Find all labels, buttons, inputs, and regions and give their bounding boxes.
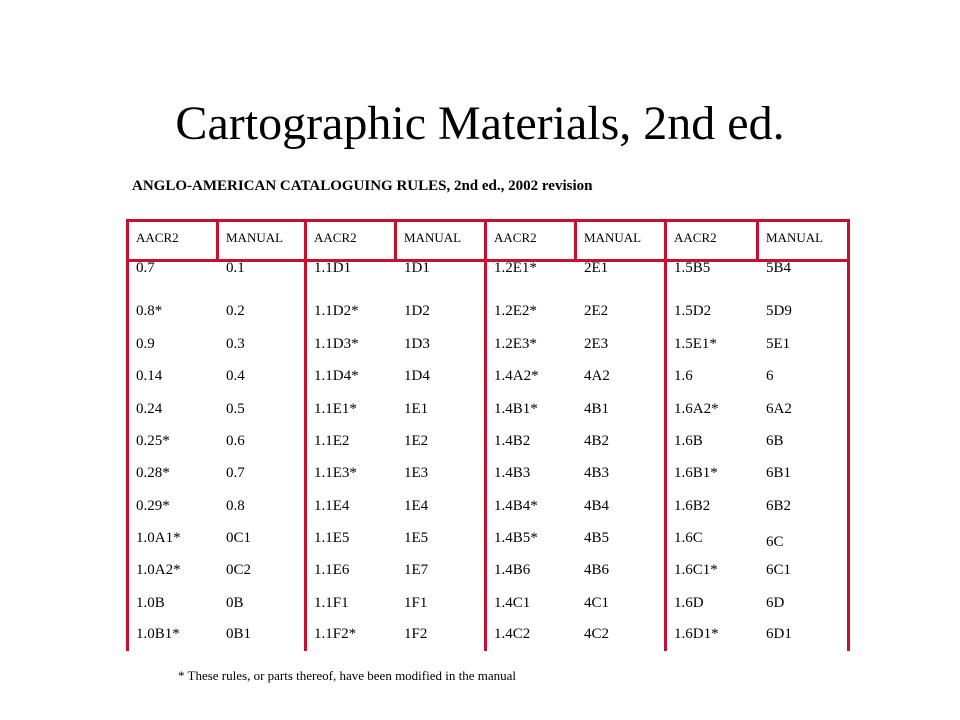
- aacr2-rule-cell: 1.6D: [674, 595, 704, 611]
- aacr2-rule-cell: 1.0A1*: [136, 530, 181, 546]
- aacr2-rule-cell: 1.6B: [674, 433, 703, 449]
- manual-rule-cell: 1D2: [404, 303, 430, 319]
- manual-rule-cell: 6B: [766, 433, 784, 449]
- aacr2-rule-cell: 1.4C1: [494, 595, 531, 611]
- table-divider: [664, 219, 667, 651]
- manual-rule-cell: 1E3: [404, 465, 429, 481]
- aacr2-rule-cell: 1.0B: [136, 595, 165, 611]
- aacr2-rule-cell: 1.1E5: [314, 530, 350, 546]
- manual-rule-cell: 5B4: [766, 260, 792, 276]
- aacr2-rule-cell: 1.4B4*: [494, 498, 538, 514]
- manual-rule-cell: 1D1: [404, 260, 430, 276]
- table-border-top: [126, 219, 850, 222]
- column-header: MANUAL: [404, 230, 462, 245]
- aacr2-rule-cell: 1.4C2: [494, 626, 531, 642]
- aacr2-rule-cell: 1.0B1*: [136, 626, 180, 642]
- aacr2-rule-cell: 1.5D2: [674, 303, 712, 319]
- aacr2-rule-cell: 1.5B5: [674, 260, 711, 276]
- manual-rule-cell: 0B1: [226, 626, 252, 642]
- manual-rule-cell: 0.1: [226, 260, 245, 276]
- aacr2-rule-cell: 1.1E4: [314, 498, 350, 514]
- manual-rule-cell: 0B: [226, 595, 244, 611]
- page-title: Cartographic Materials, 2nd ed.: [175, 97, 785, 150]
- aacr2-rule-cell: 1.4B3: [494, 465, 531, 481]
- aacr2-rule-cell: 1.1D2*: [314, 303, 359, 319]
- aacr2-rule-cell: 1.6C1*: [674, 562, 718, 578]
- aacr2-rule-cell: 0.7: [136, 260, 155, 276]
- manual-rule-cell: 6: [766, 368, 774, 384]
- manual-rule-cell: 4B5: [584, 530, 610, 546]
- manual-rule-cell: 1F1: [404, 595, 428, 611]
- aacr2-rule-cell: 1.2E3*: [494, 336, 537, 352]
- aacr2-rule-cell: 1.6: [674, 368, 693, 384]
- manual-rule-cell: 1E1: [404, 401, 429, 417]
- manual-rule-cell: 4B1: [584, 401, 610, 417]
- aacr2-rule-cell: 1.5E1*: [674, 336, 717, 352]
- aacr2-rule-cell: 1.4B2: [494, 433, 531, 449]
- table-border-left: [126, 219, 129, 651]
- column-header: MANUAL: [584, 230, 642, 245]
- manual-rule-cell: 4B4: [584, 498, 610, 514]
- manual-rule-cell: 0.6: [226, 433, 245, 449]
- aacr2-rule-cell: 1.1E2: [314, 433, 350, 449]
- aacr2-rule-cell: 1.6D1*: [674, 626, 719, 642]
- aacr2-rule-cell: 1.1E3*: [314, 465, 357, 481]
- table-border-right: [847, 219, 850, 651]
- manual-rule-cell: 6A2: [766, 401, 792, 417]
- aacr2-rule-cell: 1.1E6: [314, 562, 350, 578]
- column-header: AACR2: [674, 230, 717, 245]
- manual-rule-cell: 1D4: [404, 368, 430, 384]
- aacr2-rule-cell: 0.14: [136, 368, 163, 384]
- aacr2-rule-cell: 1.4B5*: [494, 530, 538, 546]
- aacr2-rule-cell: 1.1D3*: [314, 336, 359, 352]
- manual-rule-cell: 0.5: [226, 401, 245, 417]
- manual-rule-cell: 0.7: [226, 465, 245, 481]
- table-divider: [304, 219, 307, 651]
- aacr2-rule-cell: 0.8*: [136, 303, 163, 319]
- aacr2-rule-cell: 1.6A2*: [674, 401, 719, 417]
- manual-rule-cell: 1E7: [404, 562, 429, 578]
- subtitle: ANGLO-AMERICAN CATALOGUING RULES, 2nd ed., 2002 revision: [132, 178, 593, 194]
- manual-rule-cell: 5E1: [766, 336, 791, 352]
- aacr2-rule-cell: 0.28*: [136, 465, 170, 481]
- aacr2-rule-cell: 1.2E1*: [494, 260, 537, 276]
- aacr2-rule-cell: 1.1D4*: [314, 368, 359, 384]
- manual-rule-cell: 6D: [766, 595, 785, 611]
- manual-rule-cell: 6B2: [766, 498, 792, 514]
- aacr2-rule-cell: 0.29*: [136, 498, 170, 514]
- manual-rule-cell: 0.3: [226, 336, 245, 352]
- manual-rule-cell: 4B6: [584, 562, 610, 578]
- aacr2-rule-cell: 1.1D1: [314, 260, 352, 276]
- manual-rule-cell: 6C1: [766, 562, 792, 578]
- aacr2-rule-cell: 0.9: [136, 336, 155, 352]
- aacr2-rule-cell: 0.24: [136, 401, 163, 417]
- manual-rule-cell: 1D3: [404, 336, 430, 352]
- manual-rule-cell: 2E1: [584, 260, 609, 276]
- manual-rule-cell: 4B3: [584, 465, 610, 481]
- manual-rule-cell: 4A2: [584, 368, 610, 384]
- table-divider: [394, 219, 397, 261]
- manual-rule-cell: 1F2: [404, 626, 428, 642]
- manual-rule-cell: 0C2: [226, 562, 252, 578]
- manual-rule-cell: 2E3: [584, 336, 609, 352]
- manual-rule-cell: 1E5: [404, 530, 429, 546]
- manual-rule-cell: 6D1: [766, 626, 792, 642]
- aacr2-rule-cell: 1.6B1*: [674, 465, 718, 481]
- manual-rule-cell: 0.8: [226, 498, 245, 514]
- manual-rule-cell: 0C1: [226, 530, 252, 546]
- aacr2-rule-cell: 1.0A2*: [136, 562, 181, 578]
- table-divider: [216, 219, 219, 261]
- column-header: AACR2: [314, 230, 357, 245]
- aacr2-rule-cell: 1.4B6: [494, 562, 531, 578]
- manual-rule-cell: 4C1: [584, 595, 610, 611]
- manual-rule-cell: 6C: [766, 534, 784, 550]
- manual-rule-cell: 1E2: [404, 433, 429, 449]
- table-divider: [574, 219, 577, 261]
- aacr2-rule-cell: 1.6C: [674, 530, 703, 546]
- aacr2-rule-cell: 1.1E1*: [314, 401, 357, 417]
- aacr2-rule-cell: 0.25*: [136, 433, 170, 449]
- column-header: AACR2: [494, 230, 537, 245]
- column-header: MANUAL: [226, 230, 284, 245]
- concordance-table: [126, 219, 850, 651]
- table-divider: [484, 219, 487, 651]
- column-header: MANUAL: [766, 230, 824, 245]
- aacr2-rule-cell: 1.1F1: [314, 595, 349, 611]
- aacr2-rule-cell: 1.1F2*: [314, 626, 357, 642]
- manual-rule-cell: 5D9: [766, 303, 792, 319]
- column-header: AACR2: [136, 230, 179, 245]
- table-divider: [756, 219, 759, 261]
- manual-rule-cell: 0.4: [226, 368, 245, 384]
- aacr2-rule-cell: 1.4A2*: [494, 368, 539, 384]
- manual-rule-cell: 4C2: [584, 626, 610, 642]
- manual-rule-cell: 2E2: [584, 303, 609, 319]
- aacr2-rule-cell: 1.6B2: [674, 498, 711, 514]
- manual-rule-cell: 6B1: [766, 465, 792, 481]
- aacr2-rule-cell: 1.4B1*: [494, 401, 538, 417]
- manual-rule-cell: 1E4: [404, 498, 429, 514]
- manual-rule-cell: 0.2: [226, 303, 245, 319]
- manual-rule-cell: 4B2: [584, 433, 610, 449]
- footnote: * These rules, or parts thereof, have been modified in the manual: [178, 668, 517, 683]
- aacr2-rule-cell: 1.2E2*: [494, 303, 537, 319]
